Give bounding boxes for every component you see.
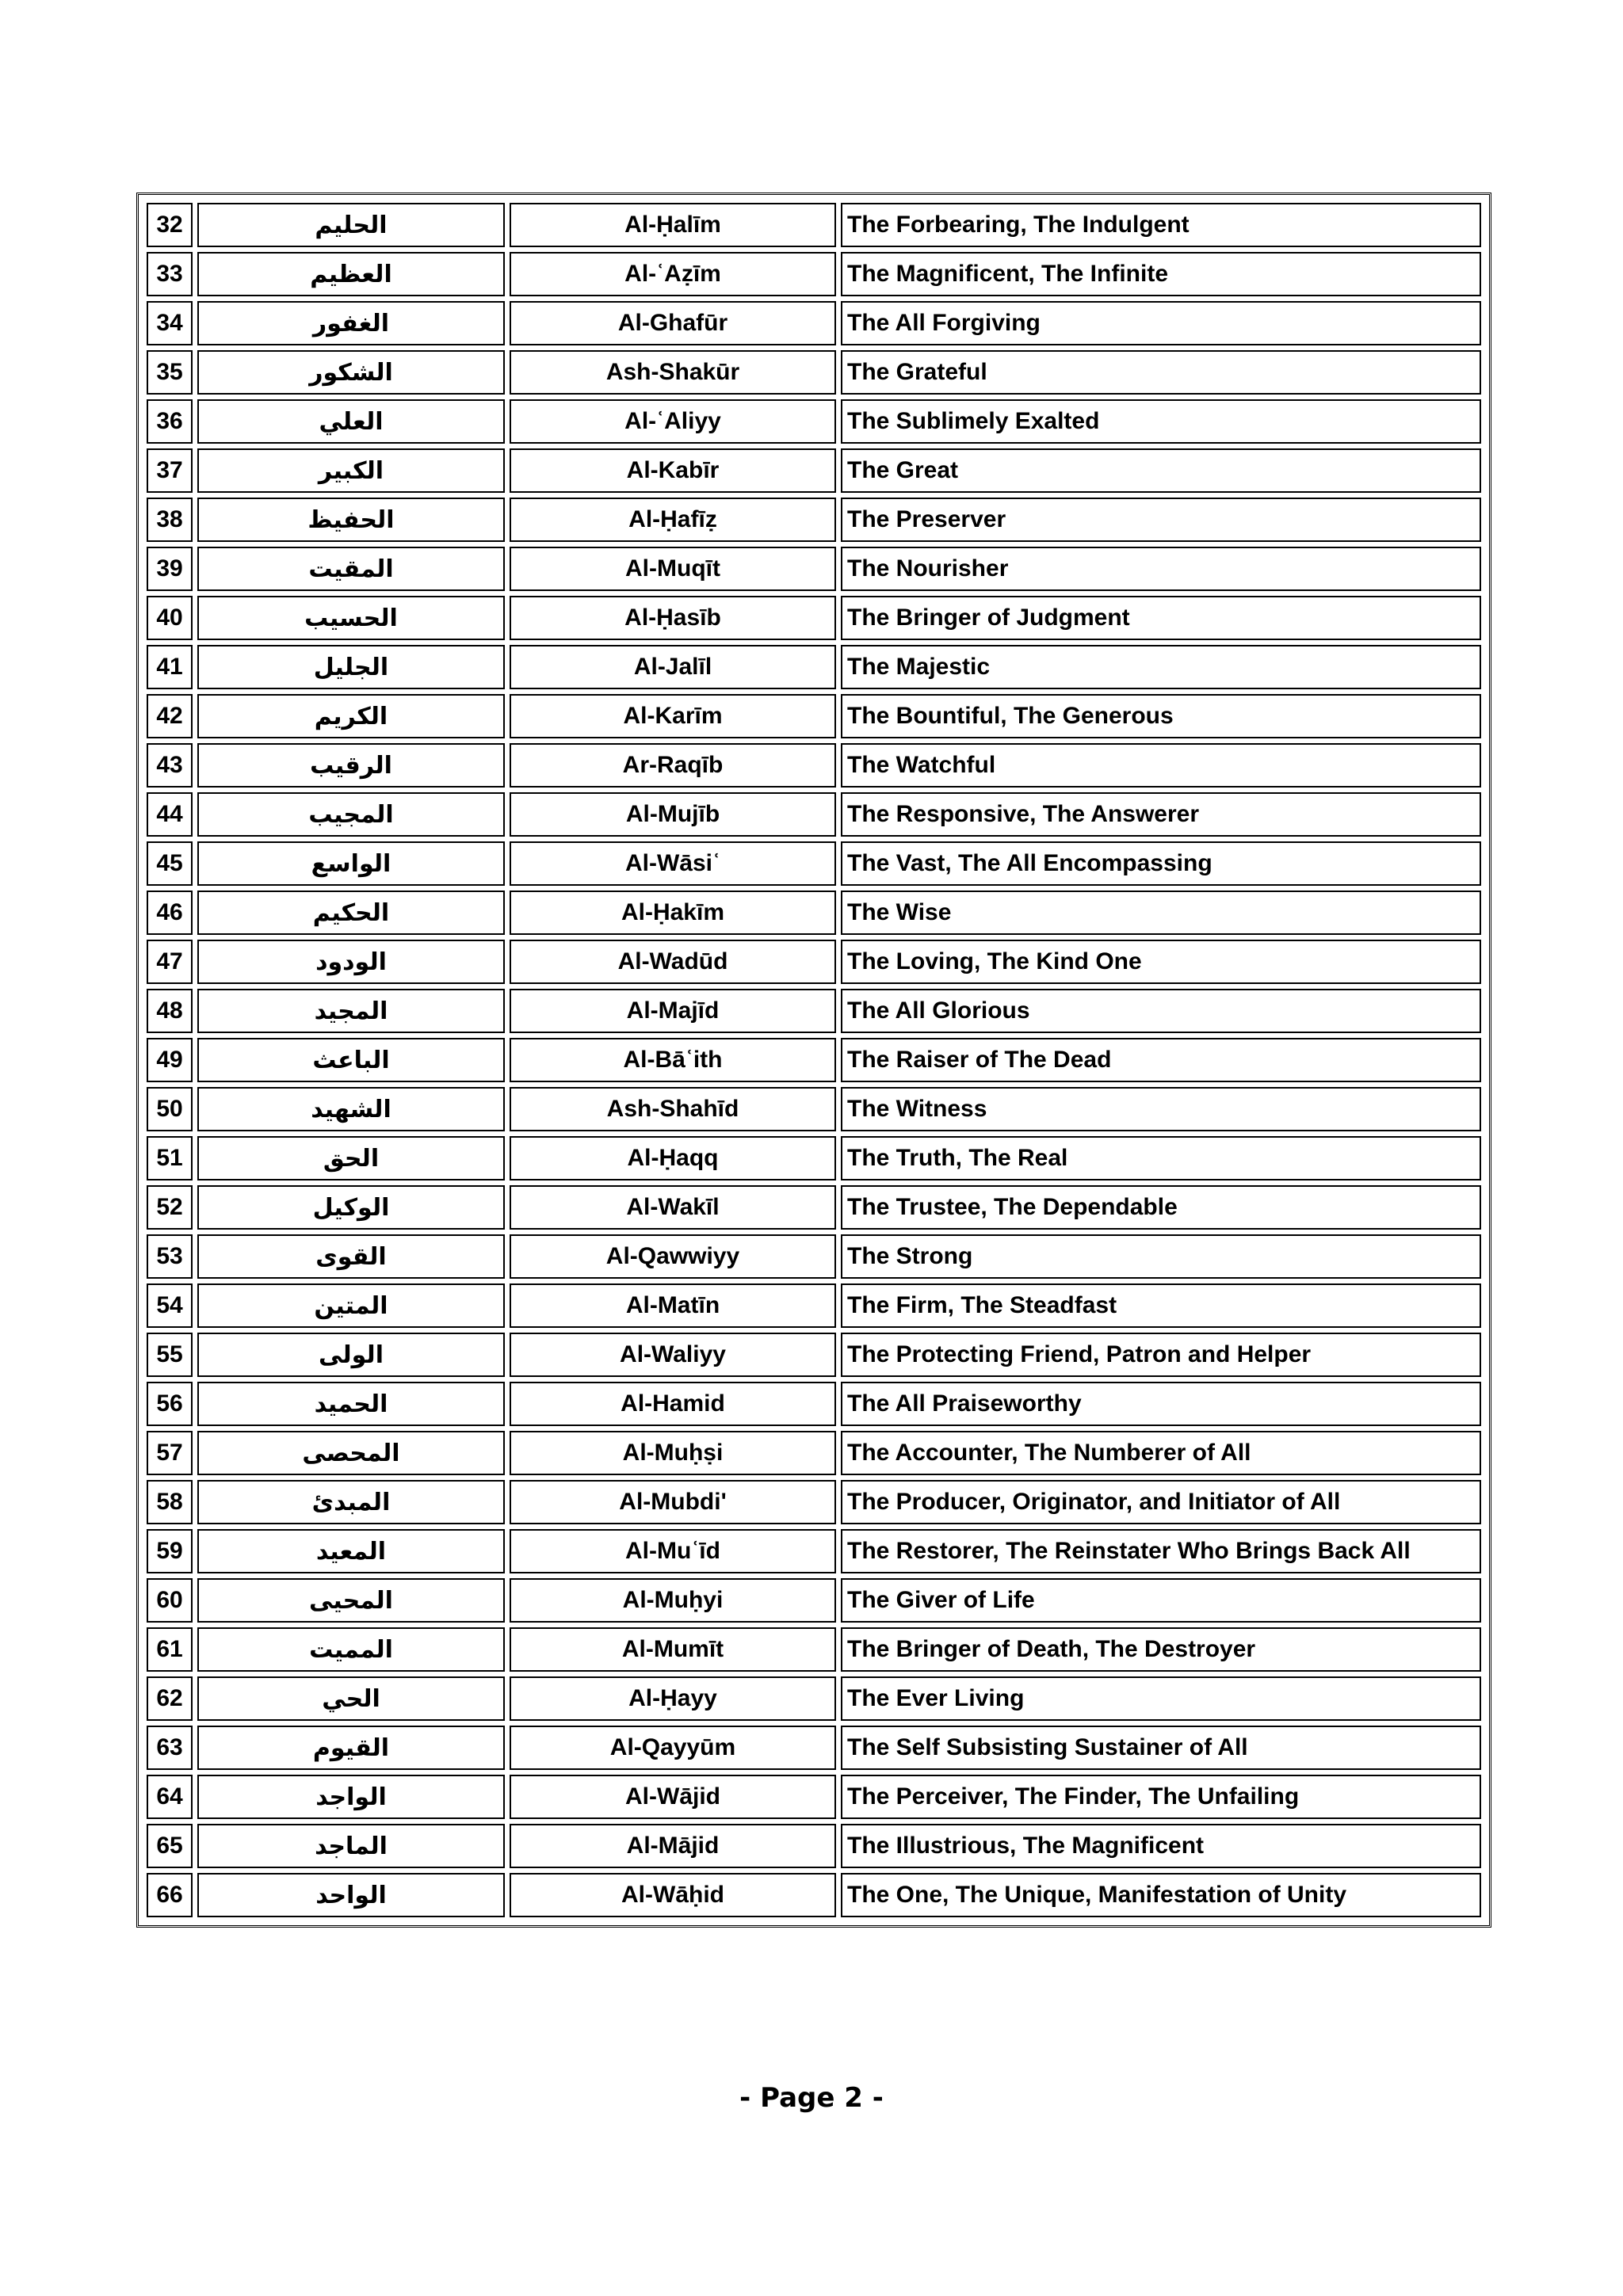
- english-meaning: The Grateful: [841, 350, 1481, 395]
- table-row: [147, 1676, 1481, 1721]
- english-meaning: The All Forgiving: [841, 301, 1481, 345]
- transliteration: Al-Ḥakīm: [510, 891, 836, 935]
- transliteration: Al-Mumīt: [510, 1627, 836, 1672]
- english-meaning: The Trustee, The Dependable: [841, 1185, 1481, 1230]
- transliteration: Ash-Shahīd: [510, 1087, 836, 1131]
- row-number: 38: [147, 498, 193, 542]
- row-number: 66: [147, 1873, 193, 1917]
- arabic-name: الودود: [197, 940, 505, 984]
- transliteration: Al-Ḥafīẓ: [510, 498, 836, 542]
- arabic-name: القيوم: [197, 1726, 505, 1770]
- row-number: 40: [147, 596, 193, 640]
- table-row: [147, 1283, 1481, 1328]
- table-row: [147, 694, 1481, 738]
- english-meaning: The Giver of Life: [841, 1578, 1481, 1623]
- row-number: 49: [147, 1038, 193, 1082]
- table-row: [147, 547, 1481, 591]
- arabic-name: الولى: [197, 1333, 505, 1377]
- transliteration: Al-Ghafūr: [510, 301, 836, 345]
- arabic-name: الشكور: [197, 350, 505, 395]
- row-number: 54: [147, 1283, 193, 1328]
- transliteration: Al-Wadūd: [510, 940, 836, 984]
- row-number: 41: [147, 645, 193, 689]
- english-meaning: The Preserver: [841, 498, 1481, 542]
- english-meaning: The Producer, Originator, and Initiator of All: [841, 1480, 1481, 1524]
- arabic-name: الواسع: [197, 841, 505, 886]
- english-meaning: The Bountiful, The Generous: [841, 694, 1481, 738]
- transliteration: Al-Muḥyi: [510, 1578, 836, 1623]
- row-number: 63: [147, 1726, 193, 1770]
- transliteration: Al-Hamid: [510, 1382, 836, 1426]
- row-number: 59: [147, 1529, 193, 1573]
- table-row: [147, 1333, 1481, 1377]
- row-number: 65: [147, 1824, 193, 1868]
- row-number: 60: [147, 1578, 193, 1623]
- transliteration: Al-Qawwiyy: [510, 1234, 836, 1279]
- english-meaning: The Witness: [841, 1087, 1481, 1131]
- english-meaning: The Vast, The All Encompassing: [841, 841, 1481, 886]
- row-number: 39: [147, 547, 193, 591]
- english-meaning: The Restorer, The Reinstater Who Brings Back All: [841, 1529, 1481, 1573]
- transliteration: Al-Ḥasīb: [510, 596, 836, 640]
- arabic-name: المقيت: [197, 547, 505, 591]
- row-number: 46: [147, 891, 193, 935]
- names-table: [142, 198, 1486, 1922]
- table-row: [147, 989, 1481, 1033]
- english-meaning: The Protecting Friend, Patron and Helper: [841, 1333, 1481, 1377]
- row-number: 48: [147, 989, 193, 1033]
- row-number: 43: [147, 743, 193, 788]
- table-row: [147, 1087, 1481, 1131]
- row-number: 45: [147, 841, 193, 886]
- english-meaning: The Strong: [841, 1234, 1481, 1279]
- arabic-name: الحكيم: [197, 891, 505, 935]
- table-row: [147, 1578, 1481, 1623]
- arabic-name: الجليل: [197, 645, 505, 689]
- row-number: 51: [147, 1136, 193, 1180]
- transliteration: Al-Jalīl: [510, 645, 836, 689]
- arabic-name: الحميد: [197, 1382, 505, 1426]
- table-row: [147, 1480, 1481, 1524]
- arabic-name: الرقيب: [197, 743, 505, 788]
- row-number: 61: [147, 1627, 193, 1672]
- table-row: [147, 1873, 1481, 1917]
- arabic-name: الباعث: [197, 1038, 505, 1082]
- row-number: 32: [147, 203, 193, 247]
- arabic-name: المعيد: [197, 1529, 505, 1573]
- english-meaning: The Wise: [841, 891, 1481, 935]
- english-meaning: The Accounter, The Numberer of All: [841, 1431, 1481, 1475]
- row-number: 52: [147, 1185, 193, 1230]
- table-row: [147, 1627, 1481, 1672]
- row-number: 34: [147, 301, 193, 345]
- arabic-name: المحيى: [197, 1578, 505, 1623]
- english-meaning: The Illustrious, The Magnificent: [841, 1824, 1481, 1868]
- transliteration: Al-Wājid: [510, 1775, 836, 1819]
- english-meaning: The Self Subsisting Sustainer of All: [841, 1726, 1481, 1770]
- table-row: [147, 203, 1481, 247]
- arabic-name: الشهيد: [197, 1087, 505, 1131]
- english-meaning: The Bringer of Judgment: [841, 596, 1481, 640]
- table-row: [147, 645, 1481, 689]
- english-meaning: The All Glorious: [841, 989, 1481, 1033]
- names-table-body: [147, 203, 1481, 1917]
- english-meaning: The All Praiseworthy: [841, 1382, 1481, 1426]
- arabic-name: الحفيظ: [197, 498, 505, 542]
- english-meaning: The Perceiver, The Finder, The Unfailing: [841, 1775, 1481, 1819]
- table-row: [147, 301, 1481, 345]
- transliteration: Ar-Raqīb: [510, 743, 836, 788]
- table-row: [147, 891, 1481, 935]
- transliteration: Al-Mubdi': [510, 1480, 836, 1524]
- transliteration: Al-Muqīt: [510, 547, 836, 591]
- arabic-name: المبدئ: [197, 1480, 505, 1524]
- row-number: 50: [147, 1087, 193, 1131]
- arabic-name: الحق: [197, 1136, 505, 1180]
- transliteration: Al-Ḥayy: [510, 1676, 836, 1721]
- row-number: 35: [147, 350, 193, 395]
- row-number: 44: [147, 792, 193, 837]
- transliteration: Al-Waliyy: [510, 1333, 836, 1377]
- english-meaning: The Ever Living: [841, 1676, 1481, 1721]
- arabic-name: الكبير: [197, 448, 505, 493]
- transliteration: Al-Wakīl: [510, 1185, 836, 1230]
- arabic-name: الماجد: [197, 1824, 505, 1868]
- arabic-name: المجيد: [197, 989, 505, 1033]
- row-number: 47: [147, 940, 193, 984]
- row-number: 64: [147, 1775, 193, 1819]
- row-number: 57: [147, 1431, 193, 1475]
- english-meaning: The Forbearing, The Indulgent: [841, 203, 1481, 247]
- transliteration: Al-Ḥalīm: [510, 203, 836, 247]
- english-meaning: The Raiser of The Dead: [841, 1038, 1481, 1082]
- arabic-name: الوكيل: [197, 1185, 505, 1230]
- english-meaning: The Majestic: [841, 645, 1481, 689]
- arabic-name: العظيم: [197, 252, 505, 296]
- table-row: [147, 350, 1481, 395]
- row-number: 53: [147, 1234, 193, 1279]
- table-row: [147, 1775, 1481, 1819]
- arabic-name: الكريم: [197, 694, 505, 738]
- transliteration: Al-ʿAliyy: [510, 399, 836, 444]
- transliteration: Al-Mājid: [510, 1824, 836, 1868]
- arabic-name: الحسيب: [197, 596, 505, 640]
- arabic-name: الغفور: [197, 301, 505, 345]
- english-meaning: The Firm, The Steadfast: [841, 1283, 1481, 1328]
- transliteration: Al-Karīm: [510, 694, 836, 738]
- row-number: 36: [147, 399, 193, 444]
- english-meaning: The Great: [841, 448, 1481, 493]
- page-number: - Page 2 -: [739, 2082, 884, 2114]
- arabic-name: المحصى: [197, 1431, 505, 1475]
- transliteration: Al-Matīn: [510, 1283, 836, 1328]
- transliteration: Al-ʿAẓīm: [510, 252, 836, 296]
- transliteration: Al-Ḥaqq: [510, 1136, 836, 1180]
- table-row: [147, 1234, 1481, 1279]
- english-meaning: The One, The Unique, Manifestation of Unity: [841, 1873, 1481, 1917]
- transliteration: Al-Wāḥid: [510, 1873, 836, 1917]
- english-meaning: The Truth, The Real: [841, 1136, 1481, 1180]
- arabic-name: الحي: [197, 1676, 505, 1721]
- transliteration: Ash-Shakūr: [510, 350, 836, 395]
- row-number: 33: [147, 252, 193, 296]
- transliteration: Al-Majīd: [510, 989, 836, 1033]
- arabic-name: العلي: [197, 399, 505, 444]
- english-meaning: The Sublimely Exalted: [841, 399, 1481, 444]
- arabic-name: المتين: [197, 1283, 505, 1328]
- row-number: 56: [147, 1382, 193, 1426]
- table-row: [147, 1726, 1481, 1770]
- row-number: 55: [147, 1333, 193, 1377]
- english-meaning: The Nourisher: [841, 547, 1481, 591]
- table-row: [147, 448, 1481, 493]
- row-number: 58: [147, 1480, 193, 1524]
- table-row: [147, 1431, 1481, 1475]
- transliteration: Al-Bāʿith: [510, 1038, 836, 1082]
- arabic-name: الواحد: [197, 1873, 505, 1917]
- english-meaning: The Bringer of Death, The Destroyer: [841, 1627, 1481, 1672]
- row-number: 37: [147, 448, 193, 493]
- table-row: [147, 596, 1481, 640]
- arabic-name: المميت: [197, 1627, 505, 1672]
- arabic-name: القوى: [197, 1234, 505, 1279]
- transliteration: Al-Wāsiʿ: [510, 841, 836, 886]
- table-row: [147, 743, 1481, 788]
- row-number: 62: [147, 1676, 193, 1721]
- table-row: [147, 1185, 1481, 1230]
- table-row: [147, 399, 1481, 444]
- names-table-frame: [136, 193, 1491, 1928]
- english-meaning: The Loving, The Kind One: [841, 940, 1481, 984]
- english-meaning: The Magnificent, The Infinite: [841, 252, 1481, 296]
- table-row: [147, 1824, 1481, 1868]
- row-number: 42: [147, 694, 193, 738]
- transliteration: Al-Qayyūm: [510, 1726, 836, 1770]
- table-row: [147, 1038, 1481, 1082]
- table-row: [147, 1136, 1481, 1180]
- table-row: [147, 1529, 1481, 1573]
- arabic-name: الواجد: [197, 1775, 505, 1819]
- table-row: [147, 792, 1481, 837]
- transliteration: Al-Mujīb: [510, 792, 836, 837]
- table-row: [147, 498, 1481, 542]
- table-row: [147, 940, 1481, 984]
- transliteration: Al-Muʿīd: [510, 1529, 836, 1573]
- transliteration: Al-Muḥṣi: [510, 1431, 836, 1475]
- arabic-name: الحليم: [197, 203, 505, 247]
- table-row: [147, 252, 1481, 296]
- english-meaning: The Responsive, The Answerer: [841, 792, 1481, 837]
- english-meaning: The Watchful: [841, 743, 1481, 788]
- arabic-name: المجيب: [197, 792, 505, 837]
- table-row: [147, 1382, 1481, 1426]
- table-row: [147, 841, 1481, 886]
- transliteration: Al-Kabīr: [510, 448, 836, 493]
